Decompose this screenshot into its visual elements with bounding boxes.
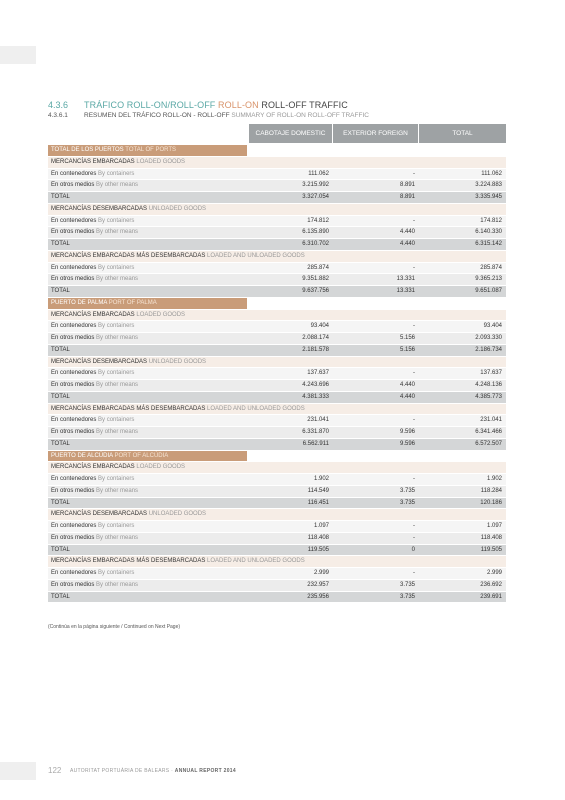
- cabotaje-value: 119.505: [307, 546, 329, 553]
- total-row: [48, 239, 506, 251]
- row-label-en: By containers: [98, 323, 135, 330]
- exterior-value: -: [413, 217, 415, 224]
- row-label: [51, 368, 134, 380]
- subsection-title: [84, 112, 369, 119]
- cabotaje-value: 2.181.578: [302, 346, 329, 353]
- exterior-value: 4.440: [399, 382, 415, 388]
- row-label-es: En otros medios: [51, 534, 95, 541]
- row-label-en: By other means: [96, 182, 139, 189]
- column-header-total: TOTAL: [419, 124, 506, 143]
- row-label-es: En otros medios: [51, 581, 95, 588]
- goods-group-label: [51, 556, 305, 568]
- cabotaje-value: 4.381.333: [302, 393, 329, 400]
- goods-group-header: [48, 310, 506, 322]
- row-label-es: En contenedores: [51, 570, 97, 576]
- exterior-value: 3.735: [399, 487, 415, 494]
- side-tab-decoration: [0, 46, 36, 64]
- cabotaje-value: 6.135.890: [302, 229, 329, 236]
- table-row: [48, 227, 506, 239]
- total-value: 3.335.945: [475, 194, 502, 200]
- row-label-es: En otros medios: [51, 229, 95, 236]
- cabotaje-value: 6.562.911: [302, 440, 329, 447]
- section-title-en: ROLL-OFF TRAFFIC: [261, 100, 348, 110]
- exterior-value: 9.596: [399, 440, 415, 447]
- total-value: 4.248.136: [475, 382, 502, 388]
- total-label: TOTAL: [51, 288, 70, 294]
- goods-group-label: [51, 157, 185, 169]
- footer-org: AUTORITAT PORTUÀRIA DE BALEARS: [70, 768, 170, 774]
- goods-group-label-es: MERCANCÍAS EMBARCADAS MÁS DESEMBARCADAS: [51, 252, 206, 259]
- cabotaje-value: 285.874: [307, 264, 329, 271]
- row-label: [51, 216, 134, 228]
- cabotaje-value: 137.637: [307, 370, 329, 377]
- total-value: 6.140.330: [475, 229, 502, 236]
- row-label-en: By containers: [98, 170, 135, 177]
- row-label-en: By containers: [98, 476, 135, 482]
- exterior-value: 9.596: [399, 429, 415, 435]
- goods-group-label: [51, 357, 206, 369]
- row-label: [51, 568, 134, 580]
- row-label-en: By other means: [96, 382, 139, 388]
- row-label-en: By other means: [96, 229, 139, 236]
- row-label: [51, 380, 138, 392]
- section-number: 4.3.6: [48, 100, 69, 110]
- total-row: [48, 498, 506, 510]
- total-value: 120.186: [480, 499, 502, 506]
- total-value: 231.041: [480, 417, 502, 424]
- row-label-es: En otros medios: [51, 276, 95, 283]
- row-label-en: By containers: [98, 264, 135, 271]
- row-label-es: En contenedores: [51, 217, 97, 224]
- exterior-value: -: [413, 534, 415, 541]
- goods-group-label: [51, 404, 305, 416]
- total-label: TOTAL: [51, 593, 70, 600]
- goods-group-label-es: MERCANCÍAS DESEMBARCADAS: [51, 511, 148, 518]
- row-label: [51, 427, 138, 439]
- goods-group-label-es: MERCANCÍAS EMBARCADAS: [51, 158, 135, 165]
- total-value: 9.365.213: [475, 276, 502, 283]
- row-label-es: En otros medios: [51, 382, 95, 388]
- total-value: 2.999: [486, 570, 502, 576]
- exterior-value: -: [413, 323, 415, 330]
- row-label-es: En contenedores: [51, 417, 97, 424]
- row-label-es: En contenedores: [51, 523, 97, 529]
- cabotaje-value: 114.549: [307, 487, 329, 494]
- exterior-value: 0: [411, 546, 415, 553]
- row-label-en: By containers: [98, 570, 135, 576]
- goods-group-label-en: UNLOADED GOODS: [148, 511, 207, 518]
- total-row: [48, 439, 506, 451]
- exterior-value: -: [413, 417, 415, 424]
- port-label: [51, 451, 168, 463]
- row-label: [51, 321, 134, 333]
- cabotaje-value: 231.041: [307, 417, 329, 424]
- total-value: 2.093.330: [475, 335, 502, 341]
- goods-group-label-es: MERCANCÍAS DESEMBARCADAS: [51, 205, 148, 212]
- row-label: [51, 486, 138, 498]
- row-label: [51, 169, 134, 181]
- total-label: TOTAL: [51, 546, 70, 553]
- row-label-en: By containers: [98, 370, 135, 377]
- port-label-en: TOTAL OF PORTS: [125, 147, 177, 153]
- total-value: 239.691: [480, 593, 502, 600]
- cabotaje-value: 3.215.992: [302, 182, 329, 189]
- side-tab-decoration: [0, 762, 36, 780]
- column-header-exterior: EXTERIOR FOREIGN: [333, 124, 419, 143]
- table-row: [48, 216, 506, 228]
- cabotaje-value: 6.310.702: [302, 241, 329, 247]
- table-row: [48, 263, 506, 275]
- total-value: 93.404: [483, 323, 502, 330]
- table-row: [48, 169, 506, 181]
- exterior-value: 3.735: [399, 593, 415, 600]
- section-title-es: TRÁFICO ROLL-ON/ROLL-OFF: [84, 100, 216, 110]
- port-label-es: TOTAL DE LOS PUERTOS: [51, 147, 124, 153]
- goods-group-label-en: UNLOADED GOODS: [148, 358, 207, 365]
- cabotaje-value: 6.331.870: [302, 429, 329, 435]
- table-row: [48, 427, 506, 439]
- total-label: TOTAL: [51, 499, 70, 506]
- row-label: [51, 580, 138, 592]
- cabotaje-value: 174.812: [307, 217, 329, 224]
- exterior-value: -: [413, 264, 415, 271]
- goods-group-header: [48, 157, 506, 169]
- goods-group-label-es: MERCANCÍAS EMBARCADAS MÁS DESEMBARCADAS: [51, 405, 206, 412]
- table-row: [48, 333, 506, 345]
- goods-group-label-en: LOADED AND UNLOADED GOODS: [207, 405, 305, 412]
- row-label: [51, 521, 134, 533]
- exterior-value: 5.156: [399, 346, 415, 353]
- row-label-es: En otros medios: [51, 487, 95, 494]
- section-title-rollon: ROLL-ON: [218, 100, 259, 110]
- total-value: 174.812: [480, 217, 502, 224]
- total-value: 1.097: [486, 523, 502, 529]
- row-label-es: En otros medios: [51, 429, 95, 435]
- cabotaje-value: 9.637.756: [302, 288, 329, 294]
- port-header: [48, 451, 247, 463]
- row-label-en: By other means: [96, 487, 139, 494]
- footer-separator: ·: [171, 768, 174, 774]
- row-label-es: En otros medios: [51, 182, 95, 189]
- exterior-value: 4.440: [399, 241, 415, 247]
- subsection-title-es: RESUMEN DEL TRÁFICO ROLL-ON - ROLL-OFF: [84, 112, 230, 119]
- exterior-value: 8.891: [399, 194, 415, 200]
- total-value: 4.385.773: [475, 393, 502, 400]
- row-label-es: En contenedores: [51, 323, 97, 330]
- cabotaje-value: 235.956: [307, 593, 329, 600]
- total-value: 6.341.466: [475, 429, 502, 435]
- port-label-en: PORT OF PALMA: [108, 299, 157, 306]
- goods-group-label-es: MERCANCÍAS EMBARCADAS MÁS DESEMBARCADAS: [51, 558, 206, 565]
- table-row: [48, 274, 506, 286]
- cabotaje-value: 111.062: [308, 170, 329, 177]
- table-row: [48, 415, 506, 427]
- goods-group-header: [48, 357, 506, 369]
- row-label-en: By other means: [96, 534, 139, 541]
- row-label-en: By containers: [98, 523, 135, 529]
- goods-group-header: [48, 251, 506, 263]
- goods-group-header: [48, 556, 506, 568]
- exterior-value: -: [413, 370, 415, 377]
- goods-group-label-es: MERCANCÍAS EMBARCADAS: [51, 464, 135, 471]
- total-value: 137.637: [480, 370, 502, 377]
- cabotaje-value: 116.451: [307, 499, 329, 506]
- table-row: [48, 368, 506, 380]
- table-row: [48, 580, 506, 592]
- exterior-value: -: [413, 476, 415, 482]
- port-label: [51, 298, 157, 310]
- goods-group-label-es: MERCANCÍAS DESEMBARCADAS: [51, 358, 148, 365]
- page-footer: [70, 768, 236, 774]
- cabotaje-value: 2.088.174: [302, 335, 329, 341]
- row-label: [51, 415, 134, 427]
- column-header-cabotaje: CABOTAJE DOMESTIC: [249, 124, 333, 143]
- table-row: [48, 521, 506, 533]
- cabotaje-value: 93.404: [310, 323, 329, 330]
- exterior-value: 3.735: [399, 581, 415, 588]
- exterior-value: -: [413, 570, 415, 576]
- row-label: [51, 180, 138, 192]
- row-label: [51, 263, 134, 275]
- goods-group-label: [51, 310, 185, 322]
- cabotaje-value: 4.243.696: [302, 382, 329, 388]
- exterior-value: -: [413, 170, 415, 177]
- total-value: 118.408: [480, 534, 502, 541]
- goods-group-header: [48, 404, 506, 416]
- row-label: [51, 274, 138, 286]
- total-value: 1.902: [486, 476, 502, 482]
- goods-group-label: [51, 204, 206, 216]
- cabotaje-value: 232.957: [307, 581, 329, 588]
- row-label-en: By other means: [96, 429, 139, 435]
- row-label-en: By containers: [98, 217, 135, 224]
- goods-group-header: [48, 462, 506, 474]
- total-value: 3.224.883: [475, 182, 502, 189]
- row-label-es: En otros medios: [51, 335, 95, 341]
- row-label: [51, 533, 138, 545]
- port-label-es: PUERTO DE ALCÚDIA: [51, 452, 113, 459]
- row-label: [51, 474, 134, 486]
- exterior-value: 13.331: [396, 288, 415, 294]
- page-number: 122: [48, 766, 62, 775]
- exterior-value: 3.735: [399, 499, 415, 506]
- row-label-en: By other means: [96, 276, 139, 283]
- table-row: [48, 486, 506, 498]
- total-value: 111.062: [481, 170, 502, 177]
- cabotaje-value: 9.351.882: [302, 276, 329, 283]
- row-label: [51, 333, 138, 345]
- goods-group-label-es: MERCANCÍAS EMBARCADAS: [51, 311, 135, 318]
- cabotaje-value: 3.327.054: [302, 194, 329, 200]
- total-label: TOTAL: [51, 194, 70, 200]
- row-label-es: En contenedores: [51, 170, 97, 177]
- goods-group-label-en: LOADED AND UNLOADED GOODS: [207, 252, 305, 259]
- exterior-value: 5.156: [399, 335, 415, 341]
- exterior-value: 4.440: [399, 393, 415, 400]
- goods-group-label: [51, 509, 206, 521]
- total-row: [48, 286, 506, 298]
- row-label-en: By other means: [96, 335, 139, 341]
- total-label: TOTAL: [51, 393, 70, 400]
- row-label-es: En contenedores: [51, 264, 97, 271]
- cabotaje-value: 118.408: [307, 534, 329, 541]
- row-label: [51, 227, 138, 239]
- total-value: 119.505: [480, 546, 502, 553]
- row-label-es: En contenedores: [51, 370, 97, 377]
- total-value: 6.572.507: [475, 440, 502, 447]
- exterior-value: -: [413, 523, 415, 529]
- footer-report: ANNUAL REPORT 2014: [174, 768, 236, 774]
- goods-group-label-en: LOADED GOODS: [136, 158, 186, 165]
- total-value: 2.186.734: [475, 346, 502, 353]
- total-label: TOTAL: [51, 440, 70, 447]
- goods-group-label-en: LOADED GOODS: [136, 311, 186, 318]
- continued-footnote: (Continúa en la página siguiente / Continued on Next Page): [48, 624, 181, 630]
- table-row: [48, 568, 506, 580]
- total-value: 118.284: [480, 487, 502, 494]
- port-label-en: PORT OF ALCÚDIA: [114, 452, 169, 459]
- goods-group-label: [51, 251, 305, 263]
- table-row: [48, 321, 506, 333]
- subsection-title-en: SUMMARY OF ROLL-ON ROLL-OFF TRAFFIC: [231, 112, 369, 119]
- exterior-value: 8.891: [399, 182, 415, 189]
- exterior-value: 13.331: [396, 276, 415, 283]
- subsection-number: 4.3.6.1: [48, 112, 68, 119]
- total-row: [48, 392, 506, 404]
- table-row: [48, 533, 506, 545]
- row-label-en: By other means: [96, 581, 139, 588]
- total-value: 236.692: [480, 581, 502, 588]
- table-row: [48, 380, 506, 392]
- goods-group-label-en: LOADED AND UNLOADED GOODS: [207, 558, 305, 565]
- total-value: 285.874: [480, 264, 502, 271]
- roll-on-roll-off-table: [48, 145, 506, 603]
- table-row: [48, 474, 506, 486]
- total-label: TOTAL: [51, 346, 70, 353]
- section-title: [84, 100, 348, 110]
- total-label: TOTAL: [51, 241, 70, 247]
- exterior-value: 4.440: [399, 229, 415, 236]
- cabotaje-value: 2.999: [313, 570, 329, 576]
- total-row: [48, 592, 506, 604]
- goods-group-label-en: LOADED GOODS: [136, 464, 186, 471]
- total-row: [48, 345, 506, 357]
- goods-group-header: [48, 204, 506, 216]
- port-header: [48, 298, 247, 310]
- cabotaje-value: 1.097: [313, 523, 329, 529]
- goods-group-header: [48, 509, 506, 521]
- total-row: [48, 192, 506, 204]
- row-label-es: En contenedores: [51, 476, 97, 482]
- total-row: [48, 545, 506, 557]
- port-header: [48, 145, 247, 157]
- row-label-en: By containers: [98, 417, 135, 424]
- total-value: 9.651.087: [475, 288, 502, 294]
- port-label-es: PUERTO DE PALMA: [51, 299, 108, 306]
- goods-group-label: [51, 462, 185, 474]
- cabotaje-value: 1.902: [313, 476, 329, 482]
- goods-group-label-en: UNLOADED GOODS: [148, 205, 207, 212]
- port-label: [51, 145, 176, 157]
- total-value: 6.315.142: [475, 241, 502, 247]
- table-row: [48, 180, 506, 192]
